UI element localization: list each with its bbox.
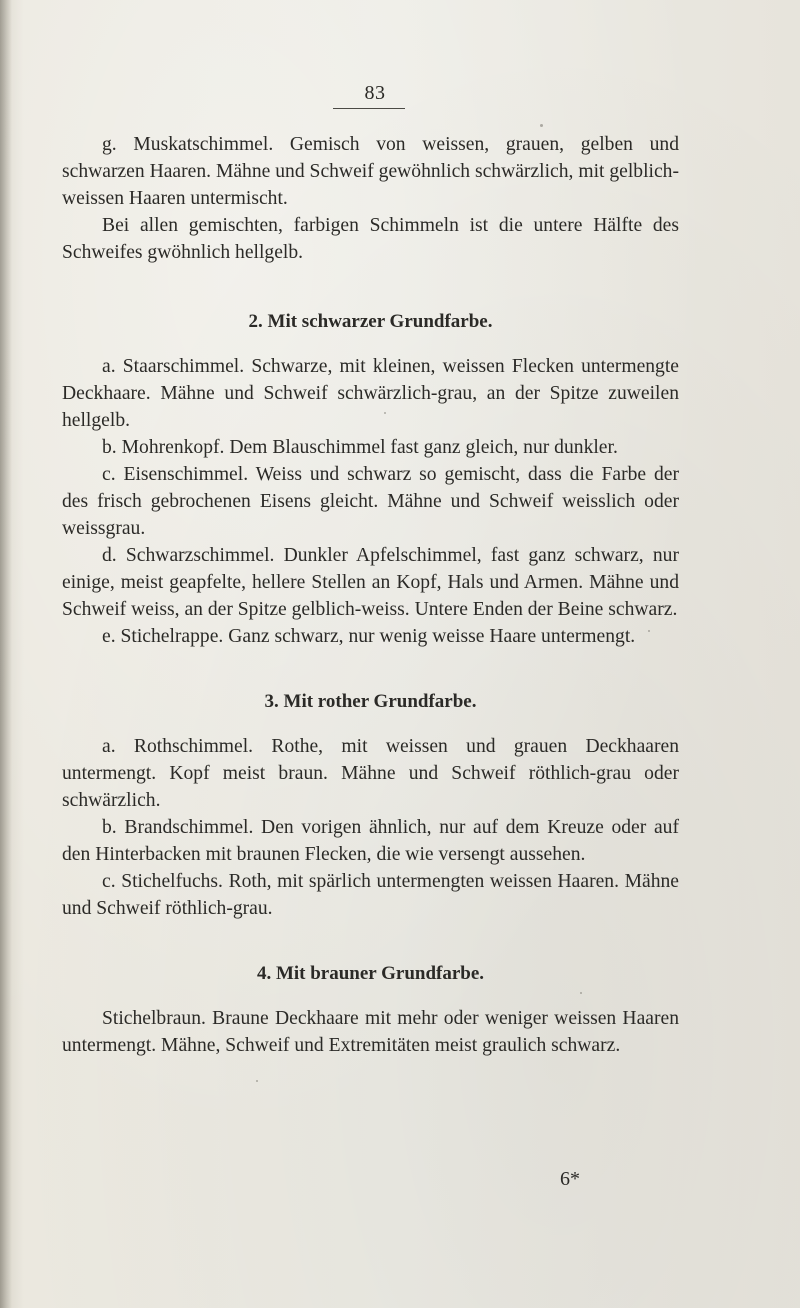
header-rule xyxy=(333,108,405,109)
section-heading-roth: 3. Mit rother Grundfarbe. xyxy=(264,691,477,712)
section-heading-braun: 4. Mit brauner Grundfarbe. xyxy=(256,963,485,984)
paragraph-stichelbraun: Stichelbraun. Braune Deckhaare mit mehr oder weniger weissen Haaren untermengt. Mähne, Schweif und Extremitäten meist graulich schwarz. xyxy=(62,1008,679,1056)
paragraph-eisenschimmel: c. Eisenschimmel. Weiss und schwarz so gemischt, dass die Farbe der des frisch gebrochenen Eisens gleicht. Mähne und Schweif weisslich oder weissgrau. xyxy=(62,464,679,539)
paragraph-stichelrappe: e. Stichelrappe. Ganz schwarz, nur wenig weisse Haare untermengt. xyxy=(102,626,636,647)
paper-speck xyxy=(256,1080,258,1082)
paper-speck xyxy=(540,124,543,127)
paragraph-mohrenkopf: b. Mohrenkopf. Dem Blauschimmel fast ganz gleich, nur dunkler. xyxy=(102,437,618,458)
paragraph-muskatschimmel: g. Muskatschimmel. Gemisch von weissen, grauen, gelben und schwarzen Haaren. Mähne und Schweif gewöhnlich schwärzlich, mit gelblich-weissen Haaren untermischt. xyxy=(62,134,679,209)
paragraph-rothschimmel: a. Rothschimmel. Rothe, mit weissen und grauen Deckhaaren untermengt. Kopf meist braun. Mähne und Schweif röthlich-grau oder schwärzlich. xyxy=(62,736,679,811)
section-heading-schwarz: 2. Mit schwarzer Grundfarbe. xyxy=(248,311,493,332)
paper-speck xyxy=(580,992,582,994)
paragraph-note: Bei allen gemischten, farbigen Schimmeln ist die untere Hälfte des Schweifes gwöhnlich hellgelb. xyxy=(62,215,679,263)
paragraph-brandschimmel: b. Brandschimmel. Den vorigen ähnlich, nur auf dem Kreuze oder auf den Hinterbacken mit braunen Flecken, die wie versengt aussehen. xyxy=(62,817,679,865)
page-binding-edge xyxy=(0,0,12,1308)
paper-speck xyxy=(384,412,386,414)
paper-speck xyxy=(648,630,650,632)
paragraph-stichelfuchs: c. Stichelfuchs. Roth, mit spärlich untermengten weissen Haaren. Mähne und Schweif röthlich-grau. xyxy=(62,871,679,919)
signature-mark: 6* xyxy=(560,1168,580,1190)
page-number: 83 xyxy=(364,82,386,104)
paragraph-schwarzschimmel: d. Schwarzschimmel. Dunkler Apfelschimmel, fast ganz schwarz, nur einige, meist geapfelte, hellere Stellen an Kopf, Hals und Armen. Mähne und Schweif weiss, an der Spitze gelblich-weiss. Untere Enden der Beine schwarz. xyxy=(62,545,679,620)
page-body xyxy=(62,131,679,1059)
paragraph-staarschimmel: a. Staarschimmel. Schwarze, mit kleinen, weissen Flecken untermengte Deckhaare. Mähne und Schweif schwärzlich-grau, an der Spitze zuweilen hellgelb. xyxy=(62,356,679,431)
